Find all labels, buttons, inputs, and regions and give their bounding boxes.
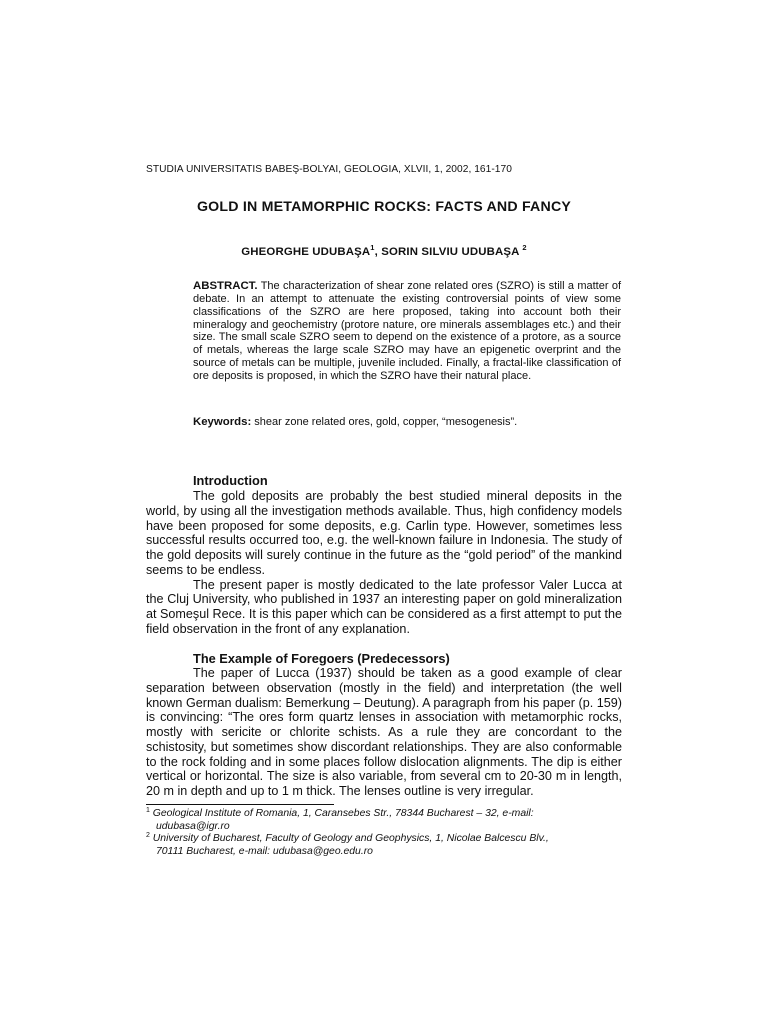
journal-header: STUDIA UNIVERSITATIS BABEŞ-BOLYAI, GEOLOGIA, XLVII, 1, 2002, 161-170 xyxy=(146,164,512,175)
footnote-text: Geological Institute of Romania, 1, Caransebes Str., 78344 Bucharest – 32, e-mail: xyxy=(152,808,534,819)
paragraph: The gold deposits are probably the best studied mineral deposits in the world, by using all the investigation methods available. Thus, high confidency models have been proposed for some deposits, e.g. Carlin type. However, sometimes less successful results occurred too, e.g. the well-known failure in Indonesia. The study of the gold deposits will surely continue in the future as the “gold period” of the mankind seems to be endless. xyxy=(146,489,622,577)
footnote-text: University of Bucharest, Faculty of Geology and Geophysics, 1, Nicolae Balcescu Blv., xyxy=(152,833,549,844)
section-heading-foregoers: The Example of Foregoers (Predecessors) xyxy=(193,651,450,666)
footnote-mark: 2 xyxy=(146,832,150,839)
paragraph: The paper of Lucca (1937) should be taken as a good example of clear separation between observation (mostly in the field) and interpretation (the well known German dualism: Bemerkung – Deutung). A paragraph from his paper (p. 159) is convincing: “The ores form quartz lenses in association with metamorphic rocks, mostly with sericite or chlorite schists. As a rule they are concordant to the schistosity, but sometimes show discordant relationships. They are also conformable to the rock folding and in some places follow dislocation alignments. The dip is either vertical or horizontal. The size is also variable, from several cm to 20-30 m in length, 20 m in depth and up to 1 m thick. The lenses outline is very irregular. xyxy=(146,666,622,798)
section-heading-introduction: Introduction xyxy=(193,473,268,488)
author-separator: , xyxy=(374,246,382,258)
author-1: GHEORGHE UDUBAŞA xyxy=(241,246,371,258)
abstract xyxy=(193,280,621,383)
keywords-label: Keywords: xyxy=(193,416,252,428)
footnote-mark: 1 xyxy=(146,807,150,814)
introduction-body xyxy=(146,489,622,637)
author-line xyxy=(0,243,768,258)
author-2-affiliation-mark: 2 xyxy=(522,243,527,252)
abstract-text: The characterization of shear zone related ores (SZRO) is still a matter of debate. In an attempt to attenuate the existing controversial points of view some classifications of the SZRO are here proposed, taking into account both their mineralogy and geochemistry (protore nature, ore minerals assemblages etc.) and their size. The small scale SZRO seem to depend on the existence of a protore, as a source of metals, whereas the large scale SZRO may have an epigenetic overprint and the source of metals can be multiple, juvenile included. Finally, a fractal-like classification of ore deposits is proposed, in which the SZRO have their natural place. xyxy=(193,280,621,382)
author-1-affiliation-mark: 1 xyxy=(370,243,375,252)
footnote-separator xyxy=(146,804,334,805)
author-2: SORIN SILVIU UDUBAŞA xyxy=(381,246,520,258)
keywords xyxy=(193,416,621,428)
footnote-address: 70111 Bucharest, e-mail: udubasa@geo.edu.ro xyxy=(156,845,373,857)
footnote-email: udubasa@igr.ro xyxy=(156,820,230,832)
footnote-1 xyxy=(146,808,622,833)
abstract-label: ABSTRACT. xyxy=(193,280,258,292)
keywords-text: shear zone related ores, gold, copper, “mesogenesis”. xyxy=(254,416,518,428)
foregoers-body xyxy=(146,666,622,799)
paper-title: GOLD IN METAMORPHIC ROCKS: FACTS AND FANCY xyxy=(196,199,572,215)
paragraph: The present paper is mostly dedicated to the late professor Valer Lucca at the Cluj University, who published in 1937 an interesting paper on gold mineralization at Someşul Rece. It is this paper which can be considered as a first attempt to put the field observation in the front of any explanation. xyxy=(146,577,623,636)
footnote-2 xyxy=(146,833,622,858)
